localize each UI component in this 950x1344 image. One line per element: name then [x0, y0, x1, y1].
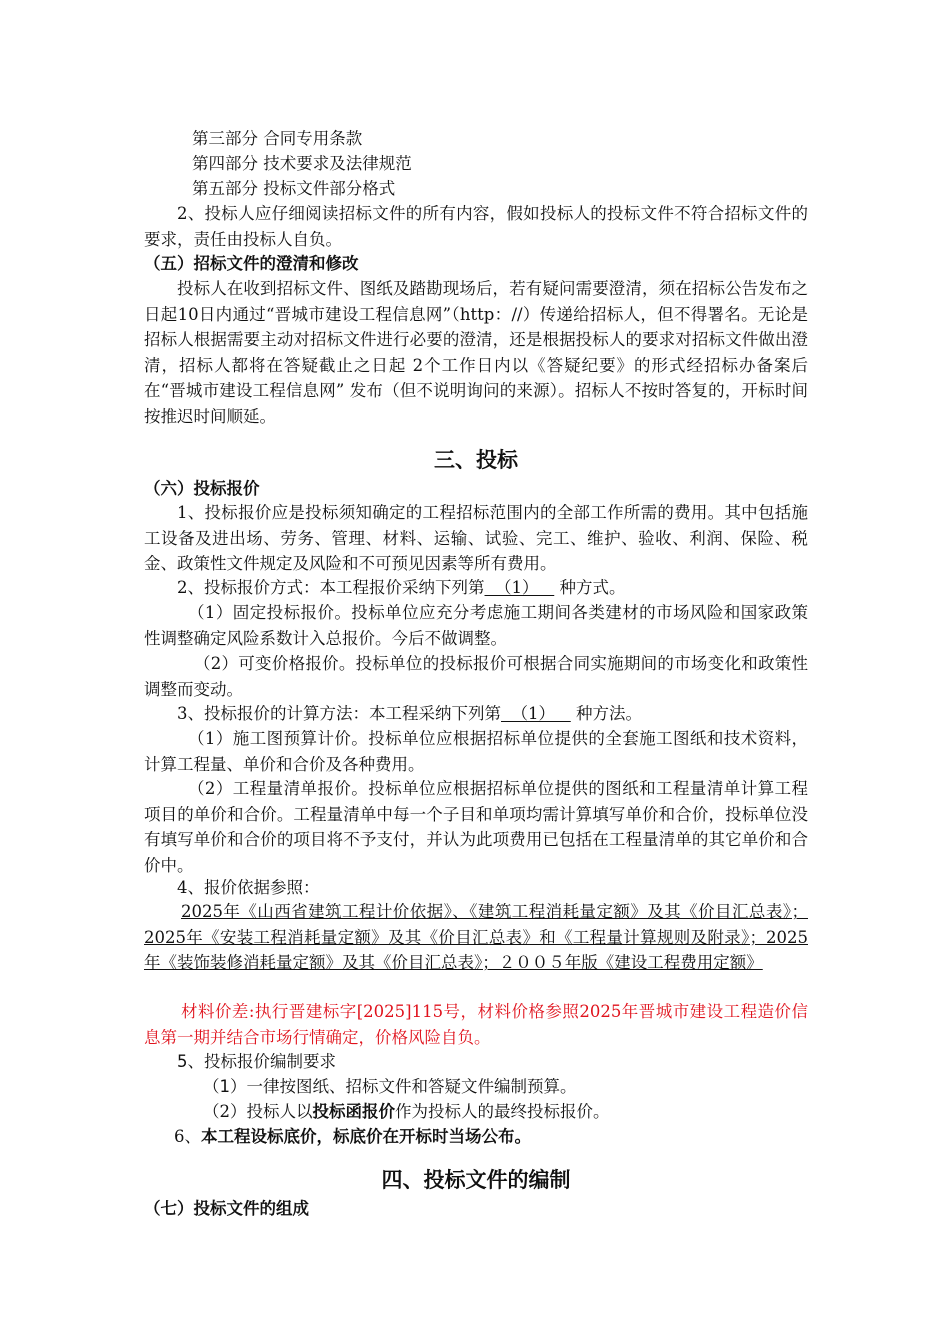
section7-heading: （七）投标文件的组成 [144, 1199, 309, 1218]
item6-text: 本工程设标底价，标底价在开标时当场公布。 [201, 1127, 531, 1146]
material-price-note: 材料价差:执行晋建标字[2025]115号，材料价格参照2025年晋城市建设工程造价信息第一期并结合市场行情确定，价格风险自负。 [144, 1002, 808, 1047]
section6-item1: 1、投标报价应是投标须知确定的工程招标范围内的全部工作所需的费用。其中包括施工设备及进出场、劳务、管理、材料、运输、试验、完工、维护、验收、利润、保险、税金、政策性文件规定及风险和不可预见因素等所有费用。 [144, 503, 808, 573]
section6-item6 [174, 1124, 838, 1150]
item5-rule2-pre: （2）投标人以 [203, 1102, 313, 1121]
chapter3-title: 三、投标 [434, 448, 518, 472]
item3-text-pre: 3、投标报价的计算方法：本工程采纳下列第 [177, 704, 501, 723]
pricing-basis-references: 2025年《山西省建筑工程计价依据》、《建筑工程消耗量定额》及其《价目汇总表》；2025年《安装工程消耗量定额》及其《价目汇总表》和《工程量计算规则及附录》；2025年《装饰装修消耗量定额》及其《价目汇总表》；２００５年版《建设工程费用定额》 [144, 902, 808, 972]
section6-item3 [177, 701, 841, 727]
section6-item5-rule2 [203, 1099, 867, 1125]
toc-part5: 第五部分 投标文件部分格式 [192, 179, 396, 198]
section6-item4: 4、报价依据参照： [177, 878, 320, 897]
item5-rule2-post: 作为投标人的最终投标报价。 [395, 1102, 610, 1121]
section6-item5: 5、投标报价编制要求 [177, 1052, 336, 1071]
toc-part4: 第四部分 技术要求及法律规范 [192, 154, 412, 173]
item6-number: 6、 [174, 1127, 201, 1146]
section6-item5-rule1: （1）一律按图纸、招标文件和答疑文件编制预算。 [203, 1077, 577, 1096]
section6-item2 [177, 575, 841, 601]
toc-part3: 第三部分 合同专用条款 [192, 129, 363, 148]
paragraph-read-carefully: 2、投标人应仔细阅读招标文件的所有内容，假如投标人的投标文件不符合招标文件的要求，责任由投标人自负。 [144, 204, 808, 249]
item2-text-pre: 2、投标报价方式：本工程报价采纳下列第 [177, 578, 485, 597]
item3-choice-blank: （1） [511, 704, 555, 723]
section6-item2-option2: （2）可变价格报价。投标单位的投标报价可根据合同实施期间的市场变化和政策性调整而变动。 [144, 654, 808, 699]
item5-rule2-bold: 投标函报价 [312, 1102, 395, 1121]
chapter4-title: 四、投标文件的编制 [381, 1168, 571, 1192]
item2-choice-blank: （1） [495, 578, 539, 597]
section6-item3-option2: （2）工程量清单报价。投标单位应根据招标单位提供的图纸和工程量清单计算工程项目的单价和合价。工程量清单中每一个子目和单项均需计算填写单价和合价，投标单位没有填写单价和合价的项目将不予支付，并认为此项费用已包括在工程量清单的其它单价和合价中。 [144, 779, 808, 875]
section6-item3-option1: （1）施工图预算计价。投标单位应根据招标单位提供的全套施工图纸和技术资料，计算工程量、单价和合价及各种费用。 [144, 729, 808, 774]
section6-item2-option1: （1）固定投标报价。投标单位应充分考虑施工期间各类建材的市场风险和国家政策性调整确定风险系数计入总报价。今后不做调整。 [144, 603, 808, 648]
section5-heading: （五）招标文件的澄清和修改 [144, 254, 359, 273]
section6-heading: （六）投标报价 [144, 479, 260, 498]
section5-body: 投标人在收到招标文件、图纸及踏勘现场后，若有疑问需要澄清，须在招标公告发布之日起10日内通过“晋城市建设工程信息网”（http：//）传递给招标人，但不得署名。无论是招标人根据需要主动对招标文件进行必要的澄清，还是根据投标人的要求对招标文件做出澄清，招标人都将在答疑截止之日起 2个工作日内以《答疑纪要》的形式经招标办备案后在“晋城市建设工程信息网” 发布（但不说明询问的来源）。招标人不按时答复的，开标时间按推迟时间顺延。 [144, 279, 808, 426]
item2-text-post: 种方式。 [559, 578, 626, 597]
item3-text-post: 种方法。 [576, 704, 642, 723]
